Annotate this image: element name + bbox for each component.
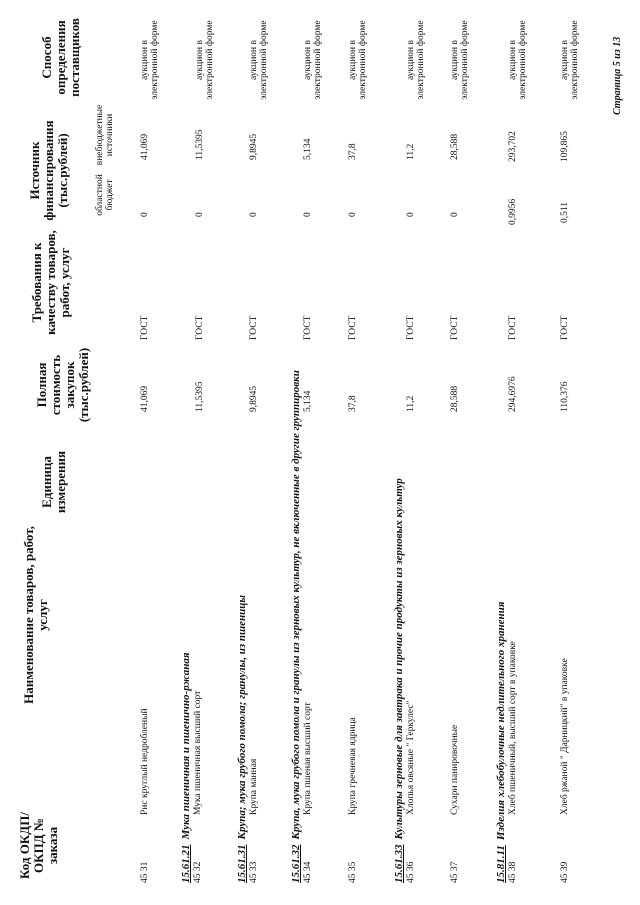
row-extra: 37,8	[348, 143, 358, 160]
row-regional: 0,9956	[508, 198, 518, 225]
row-requirement: ГОСТ	[406, 315, 416, 340]
row-cost: 28,588	[450, 385, 460, 412]
row-regional: 0,511	[560, 201, 570, 223]
row-cost: 110,376	[560, 381, 570, 412]
group-heading: 15.61.33Культуры зерновые для завтрака и прочие продукты из зерновых культур	[393, 478, 405, 883]
row-cost: 294,6976	[508, 376, 518, 412]
row-requirement: ГОСТ	[508, 315, 518, 340]
row-cost: 5,134	[303, 390, 313, 412]
row-method: аукцион в электронной форме	[303, 20, 323, 100]
row-cost: 37,8	[348, 395, 358, 412]
header-unit: Единица измерения	[39, 450, 68, 514]
header-name: Наименование товаров, работ, услуг	[21, 526, 50, 704]
group-heading: 15.81.11Изделия хлебобулочные недлительного хранения	[495, 601, 507, 883]
row-extra: 9,8945	[249, 133, 259, 160]
row-name: Мука пшеничная высший сорт	[193, 690, 203, 815]
row-method: аукцион в электронной форме	[406, 20, 426, 100]
row-extra: 11,5395	[195, 129, 205, 160]
row-code: 45 31	[140, 861, 150, 883]
row-requirement: ГОСТ	[140, 315, 150, 340]
row-regional: 0	[140, 212, 150, 217]
row-requirement: ГОСТ	[348, 315, 358, 340]
row-code: 45 39	[560, 861, 570, 883]
row-cost: 11,2	[406, 395, 416, 412]
row-code: 45 33	[249, 861, 259, 883]
row-regional: 0	[450, 212, 460, 217]
row-code: 45 34	[303, 861, 313, 883]
row-code: 45 36	[406, 861, 416, 883]
row-method: аукцион в электронной форме	[140, 20, 160, 100]
row-cost: 41,069	[140, 385, 150, 412]
header-method: Способ определения поставщиков	[39, 18, 82, 97]
row-regional: 0	[303, 212, 313, 217]
row-extra: 41,069	[140, 133, 150, 160]
row-name: Хлопья овсяные " Геркулес"	[406, 700, 416, 815]
group-heading: 15.61.31Крупа; мука грубого помола; гранулы, из пшеницы	[236, 595, 248, 883]
row-requirement: ГОСТ	[450, 315, 460, 340]
row-regional: 0	[195, 212, 205, 217]
row-regional: 0	[249, 212, 259, 217]
row-extra: 109,865	[560, 131, 570, 162]
header-code: Код ОКДП/ ОКПД № заказа	[17, 812, 60, 879]
row-name: Хлеб пшеничный, высший сорт в упаковке	[508, 641, 518, 815]
row-extra: 293,702	[508, 131, 518, 162]
row-extra: 28,588	[450, 133, 460, 160]
row-name: Крупа манная	[249, 758, 259, 815]
row-requirement: ГОСТ	[249, 315, 259, 340]
header-extrabudget: внебюджетные источники	[95, 104, 115, 166]
row-requirement: ГОСТ	[303, 315, 313, 340]
row-extra: 11,2	[406, 143, 416, 160]
row-method: аукцион в электронной форме	[508, 20, 528, 100]
row-name: Крупа пшеная высший сорт	[303, 702, 313, 815]
header-funding-source: Источник финансирования (тыс.рублей)	[27, 120, 70, 221]
row-name: Рис круглый недробленый	[140, 708, 150, 815]
row-method: аукцион в электронной форме	[560, 20, 580, 100]
group-heading: 15.61.32Крупа, мука грубого помола и гранулы из зерновых культур, не включенные в другие группировки	[290, 370, 302, 883]
row-method: аукцион в электронной форме	[249, 20, 269, 100]
header-regional-budget: областной бюджет	[95, 174, 115, 216]
row-requirement: ГОСТ	[560, 315, 570, 340]
row-name: Сухари панировочные	[450, 724, 460, 815]
row-regional: 0	[406, 212, 416, 217]
header-cost: Полная стоимость закупок (тыс.рублей)	[34, 347, 91, 423]
row-regional: 0	[348, 212, 358, 217]
row-code: 45 32	[193, 861, 203, 883]
page-number: Страница 5 из 13	[612, 36, 623, 115]
row-method: аукцион в электронной форме	[450, 20, 470, 100]
row-name: Хлеб ржаной " Дарницкий" в упаковке	[560, 658, 570, 815]
row-requirement: ГОСТ	[195, 315, 205, 340]
row-extra: 5,134	[303, 138, 313, 160]
row-code: 45 37	[450, 861, 460, 883]
row-method: аукцион в электронной форме	[195, 20, 215, 100]
row-code: 45 35	[348, 861, 358, 883]
row-code: 45 38	[508, 861, 518, 883]
row-name: Крупа гречневая ядрица	[348, 717, 358, 815]
group-heading: 15.61.21Мука пшеничная и пшенично-ржаная	[180, 652, 192, 883]
row-method: аукцион в электронной форме	[348, 20, 368, 100]
header-requirements: Требования к качеству товаров, работ, услуг	[29, 230, 72, 335]
row-cost: 9,8945	[249, 385, 259, 412]
row-cost: 11,5395	[195, 381, 205, 412]
